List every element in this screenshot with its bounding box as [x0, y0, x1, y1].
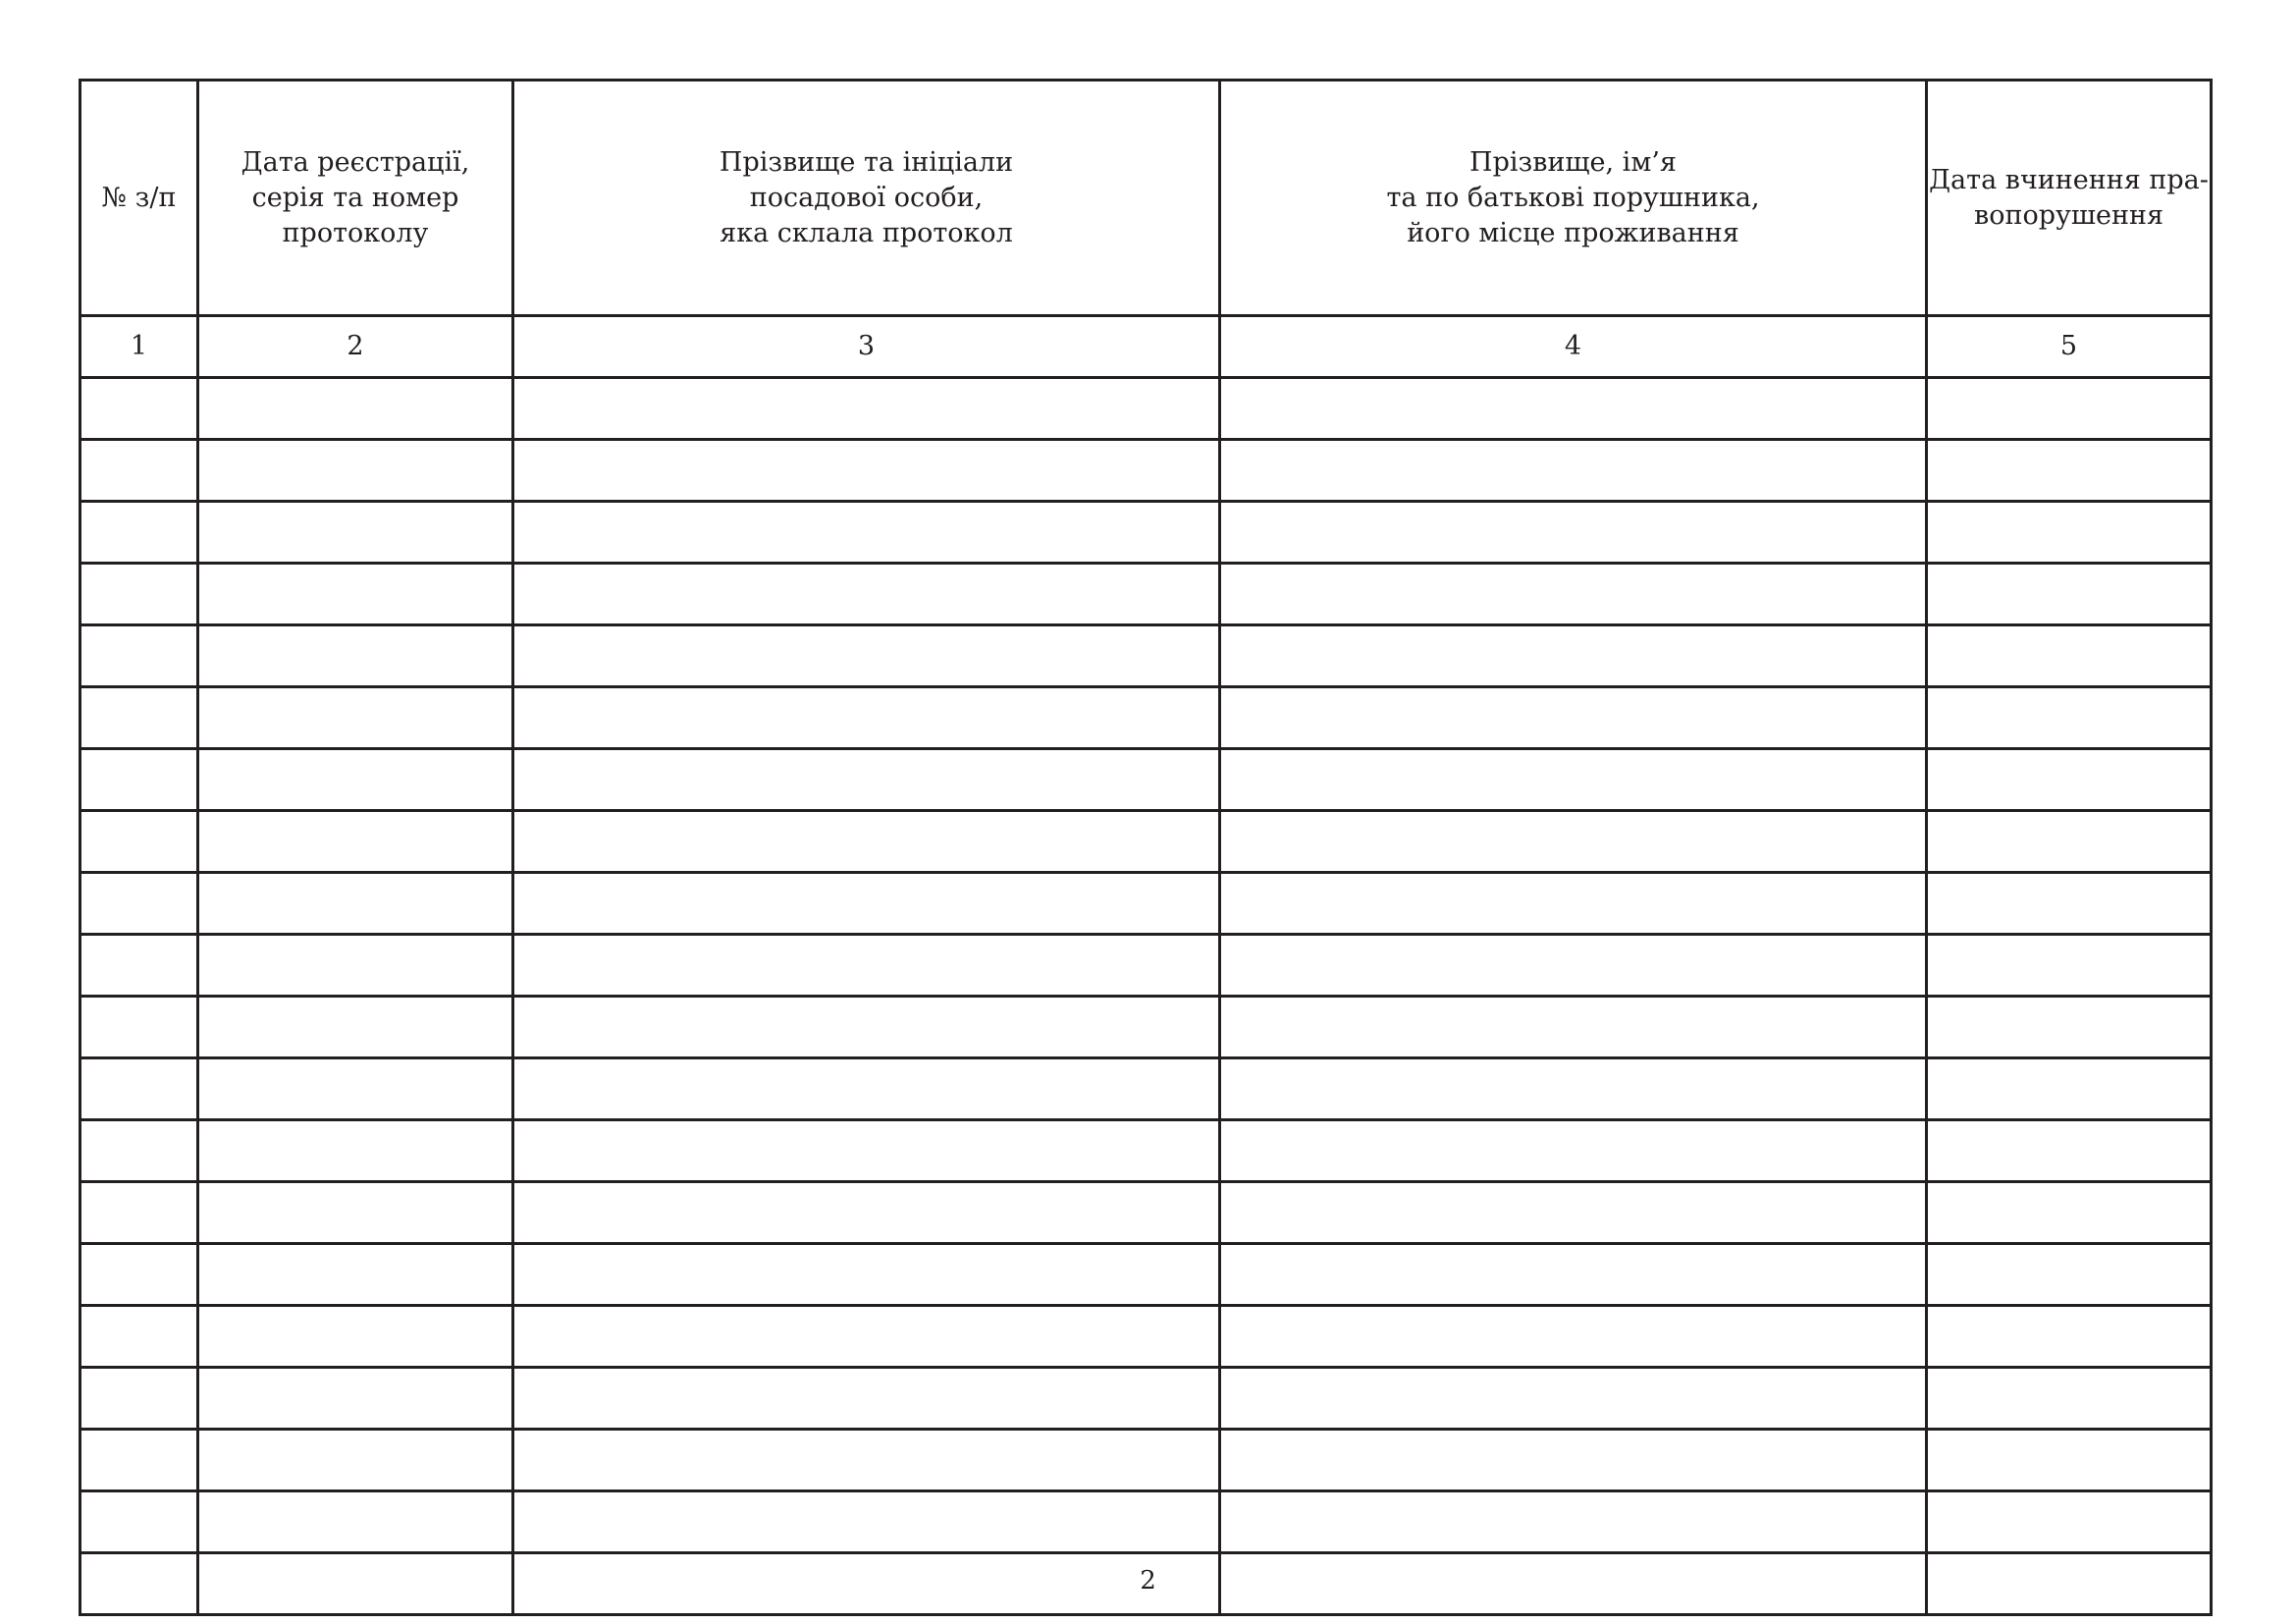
- column-number: 5: [1927, 316, 2212, 378]
- blank-cell[interactable]: [1220, 564, 1927, 625]
- blank-cell[interactable]: [80, 502, 198, 564]
- header-offense-date: Дата вчинення пра- вопорушення: [1927, 81, 2212, 316]
- blank-cell[interactable]: [1927, 811, 2212, 873]
- table-row: [80, 1058, 2212, 1120]
- blank-rows: [80, 378, 2212, 1615]
- header-registration-date: Дата реєстрації, серія та номер протоколу: [198, 81, 513, 316]
- blank-cell[interactable]: [198, 1491, 513, 1553]
- blank-cell[interactable]: [1220, 1491, 1927, 1553]
- blank-cell[interactable]: [198, 502, 513, 564]
- blank-cell[interactable]: [80, 378, 198, 440]
- table-row: [80, 1120, 2212, 1182]
- blank-cell[interactable]: [1220, 873, 1927, 935]
- blank-cell[interactable]: [513, 1120, 1220, 1182]
- blank-cell[interactable]: [1927, 378, 2212, 440]
- blank-cell[interactable]: [1927, 625, 2212, 687]
- blank-cell[interactable]: [513, 1058, 1220, 1120]
- blank-cell[interactable]: [1220, 1120, 1927, 1182]
- blank-cell[interactable]: [198, 1182, 513, 1244]
- blank-cell[interactable]: [513, 1368, 1220, 1430]
- blank-cell[interactable]: [80, 997, 198, 1058]
- blank-cell[interactable]: [80, 873, 198, 935]
- blank-cell[interactable]: [80, 1120, 198, 1182]
- table-row: [80, 1244, 2212, 1306]
- blank-cell[interactable]: [1927, 1244, 2212, 1306]
- blank-cell[interactable]: [80, 564, 198, 625]
- blank-cell[interactable]: [513, 1182, 1220, 1244]
- blank-cell[interactable]: [513, 997, 1220, 1058]
- header-row: [80, 81, 2212, 316]
- table-row: [80, 1306, 2212, 1368]
- blank-cell[interactable]: [80, 687, 198, 749]
- table-row: [80, 749, 2212, 811]
- blank-cell[interactable]: [80, 440, 198, 502]
- blank-cell[interactable]: [1220, 811, 1927, 873]
- blank-cell[interactable]: [80, 1430, 198, 1491]
- blank-cell[interactable]: [1220, 1058, 1927, 1120]
- blank-cell[interactable]: [1220, 1182, 1927, 1244]
- table-row: [80, 564, 2212, 625]
- table-row: [80, 997, 2212, 1058]
- blank-cell[interactable]: [198, 1306, 513, 1368]
- blank-cell[interactable]: [198, 440, 513, 502]
- blank-cell[interactable]: [513, 625, 1220, 687]
- blank-cell[interactable]: [1927, 997, 2212, 1058]
- blank-cell[interactable]: [1220, 997, 1927, 1058]
- column-number: 3: [513, 316, 1220, 378]
- blank-cell[interactable]: [513, 935, 1220, 997]
- blank-cell[interactable]: [1927, 1182, 2212, 1244]
- column-number: 1: [80, 316, 198, 378]
- table-row: [80, 935, 2212, 997]
- blank-cell[interactable]: [198, 378, 513, 440]
- blank-cell[interactable]: [80, 935, 198, 997]
- blank-cell[interactable]: [1927, 564, 2212, 625]
- blank-cell[interactable]: [513, 811, 1220, 873]
- blank-cell[interactable]: [1220, 502, 1927, 564]
- blank-cell[interactable]: [513, 1306, 1220, 1368]
- header-offender-name: Прізвище, ім’я та по батькові порушника, його місце проживання: [1220, 81, 1927, 316]
- blank-cell[interactable]: [198, 1120, 513, 1182]
- blank-cell[interactable]: [513, 1430, 1220, 1491]
- table-row: [80, 1368, 2212, 1430]
- blank-cell[interactable]: [1220, 749, 1927, 811]
- blank-cell[interactable]: [198, 564, 513, 625]
- blank-cell[interactable]: [1220, 1368, 1927, 1430]
- blank-cell[interactable]: [80, 1244, 198, 1306]
- blank-cell[interactable]: [1927, 1430, 2212, 1491]
- blank-cell[interactable]: [1927, 935, 2212, 997]
- table-row: [80, 440, 2212, 502]
- blank-cell[interactable]: [1927, 1058, 2212, 1120]
- blank-cell[interactable]: [198, 1244, 513, 1306]
- page-number: 2: [1140, 1566, 1156, 1596]
- blank-cell[interactable]: [80, 811, 198, 873]
- blank-cell[interactable]: [80, 1491, 198, 1553]
- blank-cell[interactable]: [513, 564, 1220, 625]
- blank-cell[interactable]: [513, 1244, 1220, 1306]
- blank-cell[interactable]: [80, 625, 198, 687]
- blank-cell[interactable]: [198, 1368, 513, 1430]
- register-table: [79, 79, 2213, 1616]
- blank-cell[interactable]: [1220, 935, 1927, 997]
- table-row: [80, 873, 2212, 935]
- blank-cell[interactable]: [1220, 625, 1927, 687]
- blank-cell[interactable]: [513, 1491, 1220, 1553]
- blank-cell[interactable]: [198, 687, 513, 749]
- blank-cell[interactable]: [198, 625, 513, 687]
- table-row: [80, 502, 2212, 564]
- table-row: [80, 1491, 2212, 1553]
- blank-cell[interactable]: [1927, 749, 2212, 811]
- blank-cell[interactable]: [80, 1306, 198, 1368]
- table-row: [80, 1182, 2212, 1244]
- table-row: [80, 625, 2212, 687]
- column-number: 4: [1220, 316, 1927, 378]
- blank-cell[interactable]: [1220, 1430, 1927, 1491]
- blank-cell[interactable]: [513, 502, 1220, 564]
- blank-cell[interactable]: [198, 1058, 513, 1120]
- blank-cell[interactable]: [1927, 440, 2212, 502]
- table-row: [80, 811, 2212, 873]
- blank-cell[interactable]: [198, 997, 513, 1058]
- blank-cell[interactable]: [1220, 687, 1927, 749]
- blank-cell[interactable]: [198, 873, 513, 935]
- blank-cell[interactable]: [1220, 1244, 1927, 1306]
- blank-cell[interactable]: [80, 749, 198, 811]
- header-index-number: № з/п: [80, 81, 198, 316]
- blank-cell[interactable]: [1220, 440, 1927, 502]
- blank-cell[interactable]: [80, 1182, 198, 1244]
- table-row: [80, 1430, 2212, 1491]
- blank-cell[interactable]: [1927, 1491, 2212, 1553]
- blank-cell[interactable]: [80, 1368, 198, 1430]
- blank-cell[interactable]: [1220, 1306, 1927, 1368]
- blank-cell[interactable]: [513, 440, 1220, 502]
- blank-cell[interactable]: [1927, 1120, 2212, 1182]
- blank-cell[interactable]: [198, 749, 513, 811]
- blank-cell[interactable]: [198, 1430, 513, 1491]
- blank-cell[interactable]: [513, 687, 1220, 749]
- blank-cell[interactable]: [513, 749, 1220, 811]
- blank-cell[interactable]: [513, 378, 1220, 440]
- header-official-name: Прізвище та ініціали посадової особи, яка склала протокол: [513, 81, 1220, 316]
- column-number: 2: [198, 316, 513, 378]
- blank-cell[interactable]: [198, 811, 513, 873]
- table-row: [80, 378, 2212, 440]
- blank-cell[interactable]: [198, 935, 513, 997]
- blank-cell[interactable]: [1927, 1306, 2212, 1368]
- blank-cell[interactable]: [1220, 378, 1927, 440]
- blank-cell[interactable]: [1927, 1368, 2212, 1430]
- column-number-row: [80, 316, 2212, 378]
- blank-cell[interactable]: [80, 1058, 198, 1120]
- blank-cell[interactable]: [1927, 502, 2212, 564]
- blank-cell[interactable]: [1927, 873, 2212, 935]
- blank-cell[interactable]: [513, 873, 1220, 935]
- blank-cell[interactable]: [1927, 687, 2212, 749]
- table-row: [80, 687, 2212, 749]
